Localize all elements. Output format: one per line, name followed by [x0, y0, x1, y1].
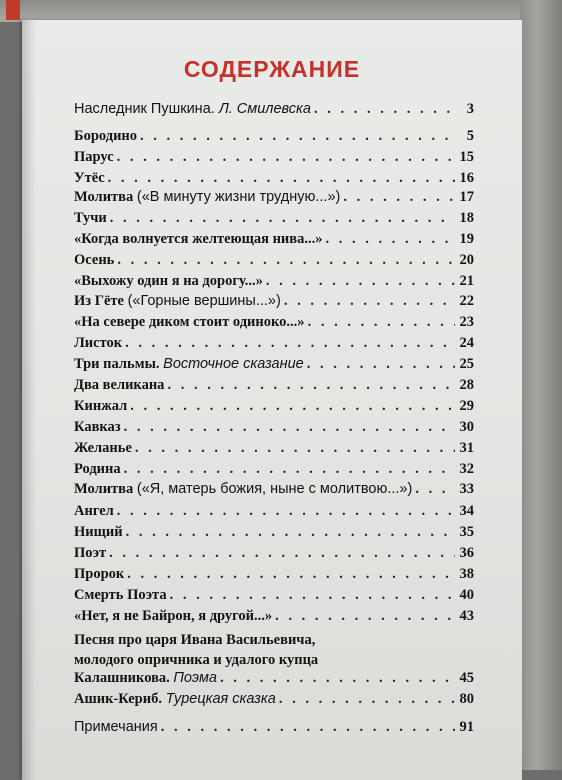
toc-entry: Утёс . . . 16	[74, 170, 474, 187]
toc-entry: Осень . . . 20	[74, 252, 474, 269]
toc-entry: Примечания . . . 91	[74, 719, 474, 736]
toc-entry: Родина . . . 32	[74, 461, 474, 478]
toc-entry: Поэт . . . 36	[74, 545, 474, 562]
toc-entry: Молитва («В минуту жизни трудную...») . . . 17	[74, 189, 474, 206]
toc-entry: Наследник Пушкина. Л. Смилевска . . . 3	[74, 101, 474, 118]
toc-entry: «Когда волнуется желтеющая нива...» . . . 19	[74, 231, 474, 248]
toc-entry: Два великана . . . 28	[74, 377, 474, 394]
toc-entry: Парус . . . 15	[74, 149, 474, 166]
toc-entry: Кавказ . . . 30	[74, 419, 474, 436]
toc-entry: Кинжал . . . 29	[74, 398, 474, 415]
toc-entry: Калашникова. Поэма . . . 45	[74, 670, 474, 687]
toc-entry: Три пальмы. Восточное сказание . . . 25	[74, 356, 474, 373]
toc-entry-multiline: Песня про царя Ивана Васильевича, молодого опричника и удалого купца	[74, 632, 319, 668]
toc-entry: Желанье . . . 31	[74, 440, 474, 457]
toc-entry: Ангел . . . 34	[74, 503, 474, 520]
toc-entry: Бородино . . . 5	[74, 128, 474, 145]
toc-entry: Молитва («Я, матерь божия, ныне с молитвою...») . . . 33	[74, 481, 474, 498]
toc-entry: «Выхожу один я на дорогу...» . . . 21	[74, 273, 474, 290]
page-title: СОДЕРЖАНИЕ	[183, 56, 361, 82]
toc-entry: Тучи . . . 18	[74, 210, 474, 227]
toc-entry: «Нет, я не Байрон, я другой...» . . . 43	[74, 608, 474, 625]
toc-entry: Пророк . . . 38	[74, 566, 474, 583]
toc-entry: «На севере диком стоит одиноко...» . . . 23	[74, 314, 474, 331]
toc-entry: Смерть Поэта . . . 40	[74, 587, 474, 604]
toc-entry: Листок . . . 24	[74, 335, 474, 352]
toc-entry: Из Гёте («Горные вершины...») . . . 22	[74, 293, 474, 310]
toc-entry: Нищий . . . 35	[74, 524, 474, 541]
toc-entry: Ашик-Кериб. Турецкая сказка . . . 80	[74, 691, 474, 708]
